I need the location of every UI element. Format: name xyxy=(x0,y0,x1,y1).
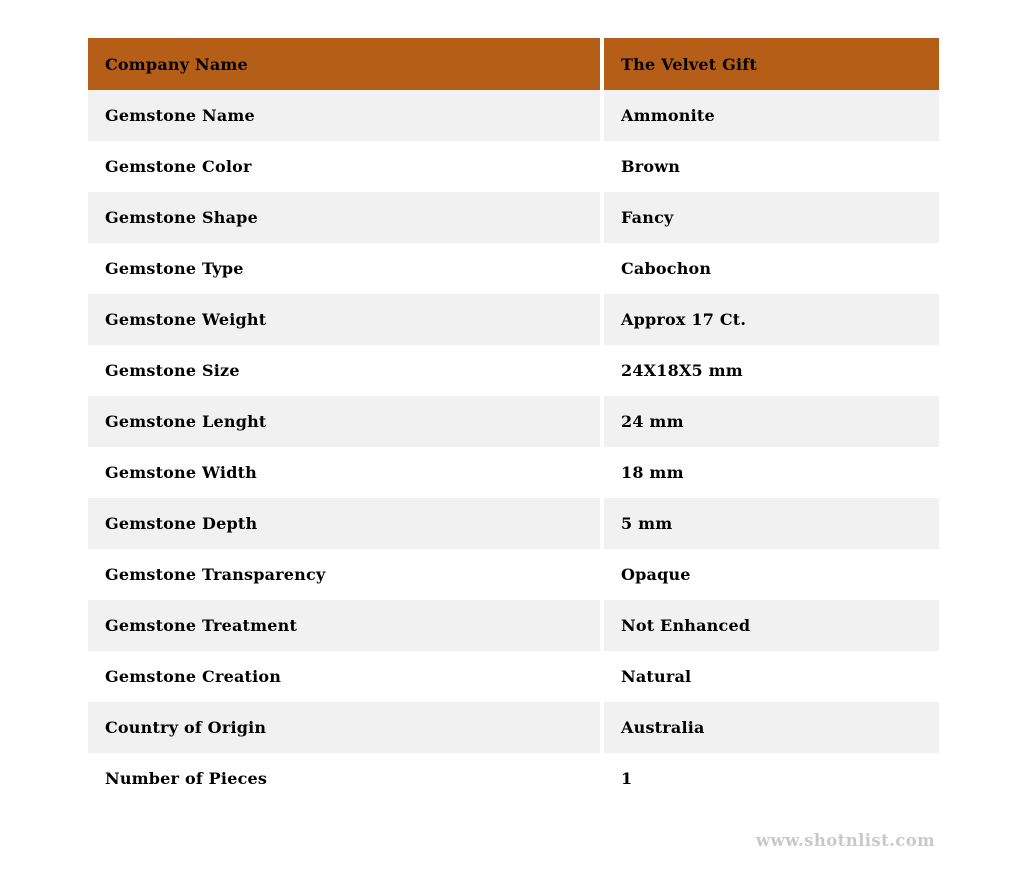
row-label: Gemstone Shape xyxy=(88,192,600,243)
table-row xyxy=(88,243,939,294)
table-row xyxy=(88,396,939,447)
header-label-cell: Company Name xyxy=(88,38,600,90)
table-row xyxy=(88,498,939,549)
row-label: Country of Origin xyxy=(88,702,600,753)
row-label: Gemstone Creation xyxy=(88,651,600,702)
row-label: Gemstone Name xyxy=(88,90,600,141)
row-value: 1 xyxy=(604,753,939,804)
row-value: Fancy xyxy=(604,192,939,243)
table-header-row xyxy=(88,38,939,90)
row-label: Gemstone Depth xyxy=(88,498,600,549)
website-watermark: www.shotnlist.com xyxy=(755,831,935,850)
row-value: 18 mm xyxy=(604,447,939,498)
table-row xyxy=(88,345,939,396)
table-row xyxy=(88,651,939,702)
row-value: 24 mm xyxy=(604,396,939,447)
row-value: 5 mm xyxy=(604,498,939,549)
table-row xyxy=(88,549,939,600)
table-row xyxy=(88,753,939,804)
row-label: Gemstone Weight xyxy=(88,294,600,345)
row-value: Natural xyxy=(604,651,939,702)
row-value: Not Enhanced xyxy=(604,600,939,651)
table-row xyxy=(88,600,939,651)
row-label: Number of Pieces xyxy=(88,753,600,804)
table-row xyxy=(88,90,939,141)
table-row xyxy=(88,192,939,243)
row-label: Gemstone Size xyxy=(88,345,600,396)
row-value: Brown xyxy=(604,141,939,192)
header-value-cell: The Velvet Gift xyxy=(604,38,939,90)
row-value: Cabochon xyxy=(604,243,939,294)
row-value: 24X18X5 mm xyxy=(604,345,939,396)
row-label: Gemstone Transparency xyxy=(88,549,600,600)
table-row xyxy=(88,141,939,192)
table-row xyxy=(88,447,939,498)
row-value: Australia xyxy=(604,702,939,753)
row-label: Gemstone Type xyxy=(88,243,600,294)
row-value: Ammonite xyxy=(604,90,939,141)
row-label: Gemstone Treatment xyxy=(88,600,600,651)
row-label: Gemstone Color xyxy=(88,141,600,192)
row-value: Opaque xyxy=(604,549,939,600)
table-body xyxy=(88,90,939,804)
row-label: Gemstone Width xyxy=(88,447,600,498)
row-value: Approx 17 Ct. xyxy=(604,294,939,345)
gemstone-spec-table xyxy=(88,38,939,804)
table-row xyxy=(88,294,939,345)
row-label: Gemstone Lenght xyxy=(88,396,600,447)
table-row xyxy=(88,702,939,753)
